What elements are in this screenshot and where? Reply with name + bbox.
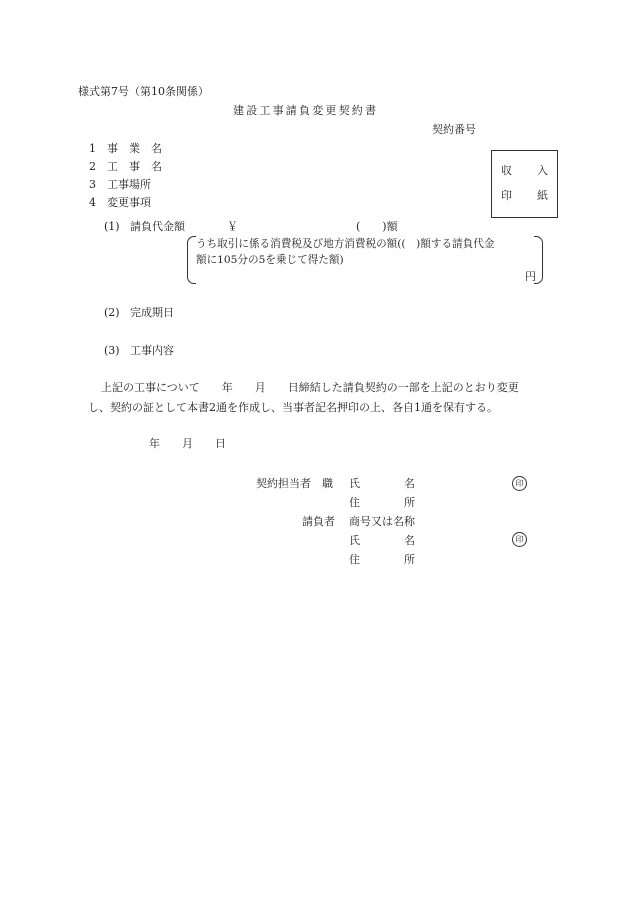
- yen-unit: 円: [525, 270, 536, 283]
- form-number-label: 様式第7号（第10条関係）: [78, 85, 209, 98]
- contractor-label: 請負者: [302, 515, 335, 528]
- date-line: 年 月 日: [149, 437, 226, 450]
- stamp-char: 紙: [537, 189, 548, 202]
- item-number: 1: [89, 142, 96, 155]
- stamp-char: 収: [501, 164, 512, 177]
- document-title: 建設工事請負変更契約書: [233, 104, 379, 117]
- body-text-line1: 上記の工事について 年 月 日締結した請負契約の一部を上記のとおり変更: [101, 381, 519, 394]
- tax-note-line1: うち取引に係る消費税及び地方消費税の額(( )額する請負代金: [196, 238, 495, 250]
- sub-item-number: (1): [104, 220, 120, 233]
- item-label: 変更事項: [107, 196, 151, 209]
- item-number: 4: [89, 196, 96, 209]
- stamp-char: 印: [501, 189, 512, 202]
- owner-address-label: 住 所: [349, 496, 415, 509]
- item-number: 3: [89, 178, 96, 191]
- completion-date-label: 完成期日: [130, 306, 174, 319]
- amount-change-label: ( )額: [356, 220, 398, 233]
- contractor-address-label: 住 所: [349, 553, 415, 566]
- item-label: 工 事 名: [107, 160, 162, 173]
- seal-mark-icon: 印: [512, 532, 527, 547]
- work-content-label: 工事内容: [130, 344, 174, 357]
- yen-sign: ￥: [227, 220, 238, 233]
- sub-item-number: (2): [104, 306, 120, 319]
- sub-item-number: (3): [104, 344, 120, 357]
- stamp-char: 入: [537, 164, 548, 177]
- item-label: 工事場所: [107, 178, 151, 191]
- body-text-line2: し、契約の証として本書2通を作成し、当事者記名押印の上、各自1通を保有する。: [88, 401, 498, 414]
- tax-note-line2: 額に105分の5を乗じて得た額): [196, 254, 344, 266]
- item-label: 事 業 名: [107, 142, 162, 155]
- contract-amount-label: 請負代金額: [130, 220, 185, 233]
- tax-bracket-right: [534, 236, 543, 284]
- contract-number-label: 契約番号: [432, 123, 476, 136]
- item-number: 2: [89, 160, 96, 173]
- owner-name-label: 氏 名: [349, 477, 415, 490]
- revenue-stamp-box: [491, 150, 558, 218]
- owner-title-label: 契約担当者 職: [256, 477, 333, 490]
- trade-name-label: 商号又は名称: [349, 515, 415, 528]
- contractor-name-label: 氏 名: [349, 534, 415, 547]
- seal-mark-icon: 印: [512, 476, 527, 491]
- tax-bracket-left: [187, 236, 196, 284]
